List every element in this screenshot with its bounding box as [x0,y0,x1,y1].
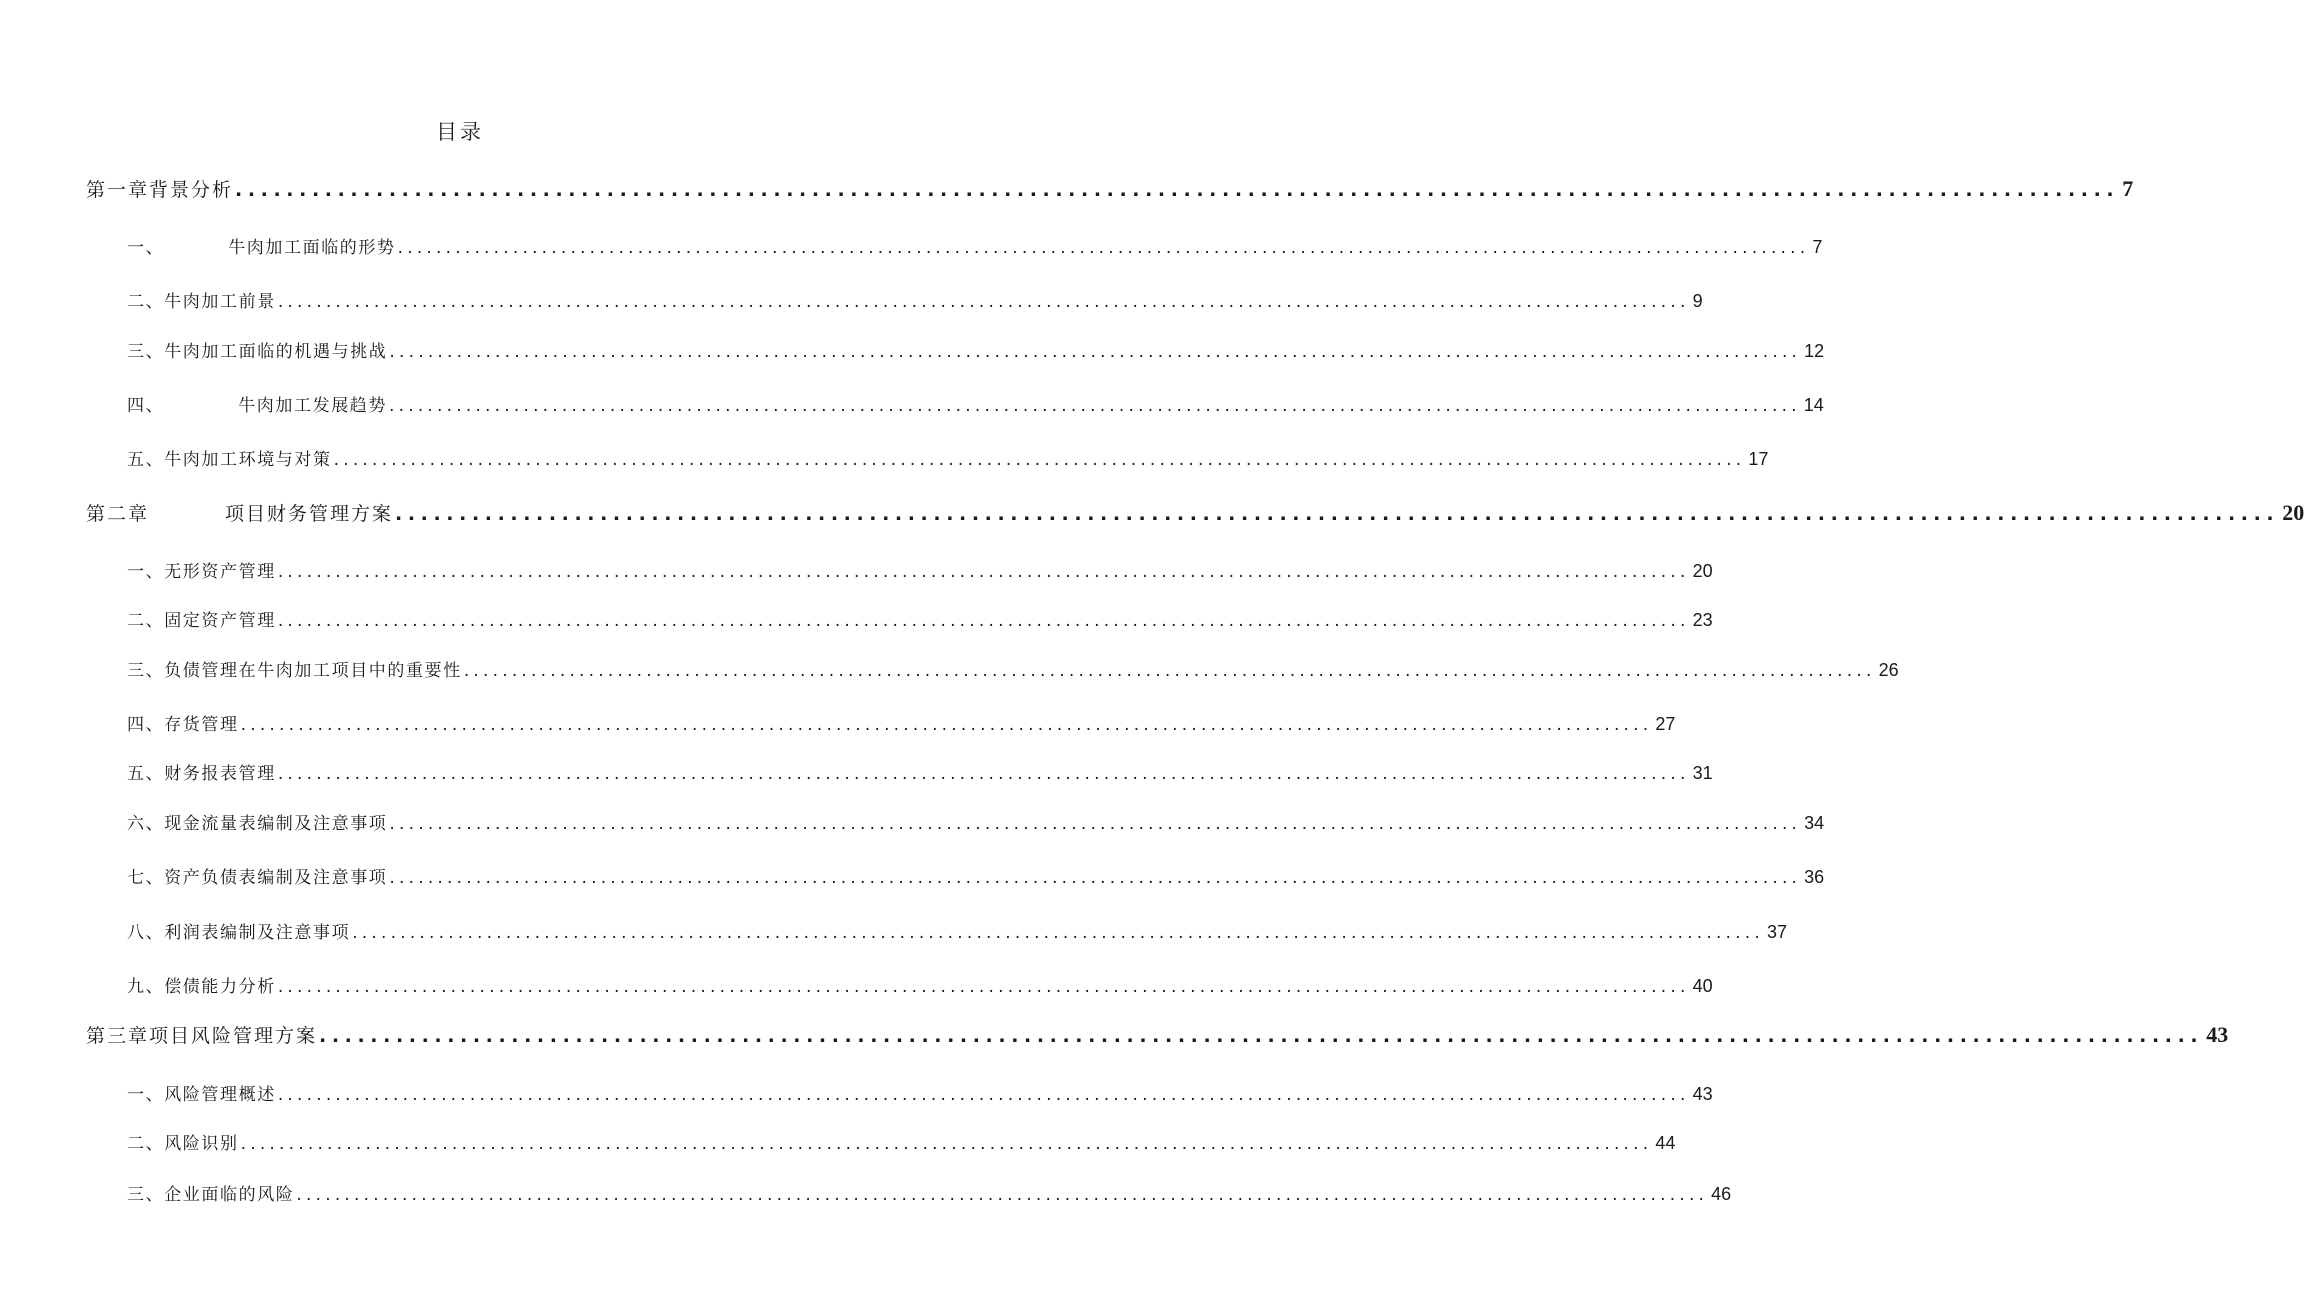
dot-leader: ................................................................................................................................................... [319,1025,2204,1047]
toc-entry-title: 无形资产管理 [164,562,276,582]
toc-entry-number: 三、 [127,342,165,362]
toc-entry-number: 四、 [127,396,165,416]
dot-leader: ................................................................................................................................................... [463,661,1876,681]
toc-entry-title: 牛肉加工面临的形势 [228,238,396,258]
toc-entry-section[interactable] [127,557,1713,582]
toc-entry-section[interactable] [127,809,1825,834]
toc-entry-title: 牛肉加工环境与对策 [164,450,332,470]
toc-entry-section[interactable] [127,287,1703,312]
toc-entry-page: 27 [1655,714,1676,734]
toc-entry-title: 牛肉加工前景 [164,292,276,312]
toc-entry-page: 7 [1812,237,1823,257]
dot-leader: ................................................................................................................................................... [389,342,1802,362]
toc-entry-title: 牛肉加工面临的机遇与挑战 [164,342,388,362]
dot-leader: ................................................................................................................................................... [277,977,1690,997]
toc-entry-page: 14 [1803,395,1824,415]
dot-leader: ................................................................................................................................................... [277,562,1690,582]
toc-entry-page: 44 [1655,1133,1676,1153]
toc-entry-title: 企业面临的风险 [164,1185,295,1205]
toc-title: 目录 [436,120,484,144]
toc-entry-section[interactable] [127,710,1676,735]
toc-entry-section[interactable] [127,1180,1732,1205]
dot-leader: ................................................................................................................................................... [397,238,1810,258]
toc-entry-page: 46 [1711,1184,1732,1204]
toc-entry-number: 四、 [127,715,165,735]
dot-leader: ................................................................................................................................................... [333,450,1746,470]
toc-entry-page: 20 [2282,500,2304,525]
toc-entry-chapter-1[interactable] [86,175,2134,202]
toc-entry-title: 财务报表管理 [164,764,276,784]
toc-entry-title: 偿债能力分析 [164,977,276,997]
toc-entry-page: 43 [1692,1084,1713,1104]
toc-entry-number: 六、 [127,814,165,834]
toc-entry-page: 31 [1692,763,1713,783]
dot-leader: ................................................................................................................................................... [389,396,1801,416]
toc-entry-chapter-3[interactable] [86,1021,2229,1048]
toc-entry-title: 固定资产管理 [164,611,276,631]
toc-entry-number: 第三章 [86,1025,150,1047]
toc-entry-number: 七、 [127,868,165,888]
dot-leader: ................................................................................................................................................... [389,814,1802,834]
toc-entry-page: 9 [1692,291,1703,311]
toc-entry-number: 五、 [127,450,165,470]
toc-entry-page: 17 [1748,449,1769,469]
toc-entry-section[interactable] [127,918,1787,943]
toc-entry-section[interactable] [127,445,1769,470]
toc-entry-title: 利润表编制及注意事项 [164,923,351,943]
toc-entry-title: 项目风险管理方案 [149,1025,318,1047]
toc-entry-title: 背景分析 [149,179,234,201]
dot-leader: ................................................................................................................................................... [240,715,1653,735]
toc-entry-page: 20 [1692,561,1713,581]
dot-leader: ................................................................................................................................................... [277,611,1690,631]
toc-entry-title: 存货管理 [164,715,239,735]
toc-entry-number: 一、 [127,238,165,258]
toc-entry-title: 负债管理在牛肉加工项目中的重要性 [164,661,462,681]
dot-leader: ................................................................................................................................................... [395,503,2280,525]
toc-entry-title: 牛肉加工发展趋势 [238,396,388,416]
toc-entry-section[interactable] [127,337,1825,362]
toc-entry-page: 40 [1692,976,1713,996]
toc-entry-page: 36 [1804,867,1825,887]
toc-entry-number: 二、 [127,611,165,631]
dot-leader: ................................................................................................................................................... [277,764,1690,784]
toc-entry-title: 风险管理概述 [164,1085,276,1105]
toc-entry-number: 九、 [127,977,165,997]
dot-leader: ................................................................................................................................................... [277,292,1690,312]
toc-entry-section[interactable] [127,606,1713,631]
toc-entry-page: 12 [1804,341,1825,361]
toc-entry-number: 二、 [127,292,165,312]
dot-leader: ................................................................................................................................................... [277,1085,1690,1105]
toc-entry-page: 43 [2206,1022,2229,1047]
toc-entry-chapter-2[interactable] [86,499,2304,526]
toc-entry-number: 一、 [127,562,165,582]
toc-entry-number: 三、 [127,661,165,681]
toc-entry-number: 三、 [127,1185,165,1205]
toc-entry-section[interactable] [127,1080,1713,1105]
dot-leader: ................................................................................................................................................... [389,868,1802,888]
toc-entry-section[interactable] [127,1129,1676,1154]
toc-entry-title: 资产负债表编制及注意事项 [164,868,388,888]
dot-leader: ................................................................................................................................................... [352,923,1764,943]
dot-leader: ................................................................................................................................................... [235,179,2120,201]
toc-entry-title: 现金流量表编制及注意事项 [164,814,388,834]
toc-entry-section[interactable] [127,391,1824,416]
toc-entry-section[interactable] [127,863,1825,888]
toc-entry-title: 风险识别 [164,1134,239,1154]
toc-entry-title: 项目财务管理方案 [225,503,394,525]
toc-entry-number: 第一章 [86,179,150,201]
toc-entry-number: 二、 [127,1134,165,1154]
toc-entry-number: 五、 [127,764,165,784]
toc-entry-section[interactable] [127,972,1713,997]
toc-entry-section[interactable] [127,233,1823,258]
toc-entry-number: 一、 [127,1085,165,1105]
dot-leader: ................................................................................................................................................... [296,1185,1709,1205]
toc-entry-section[interactable] [127,656,1899,681]
toc-entry-number: 八、 [127,923,165,943]
toc-entry-section[interactable] [127,759,1713,784]
toc-entry-page: 26 [1878,660,1899,680]
dot-leader: ................................................................................................................................................... [240,1134,1653,1154]
toc-entry-page: 37 [1766,922,1787,942]
toc-entry-page: 34 [1804,813,1825,833]
toc-entry-page: 7 [2122,176,2134,201]
toc-entry-page: 23 [1692,610,1713,630]
toc-entry-number: 第二章 [86,503,150,525]
